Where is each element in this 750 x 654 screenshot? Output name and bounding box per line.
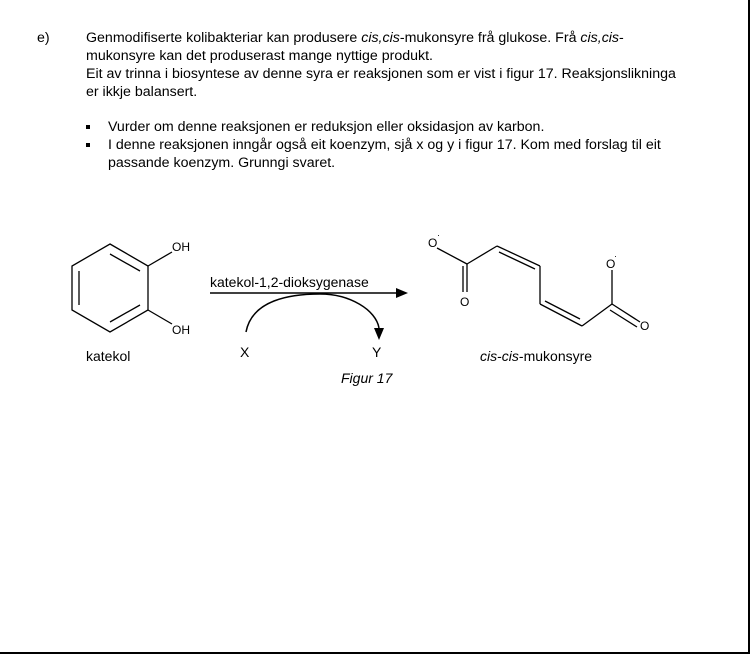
o-minus-left-charge: · bbox=[437, 230, 440, 240]
chain-bond bbox=[582, 304, 612, 326]
o-minus-right-charge: · bbox=[614, 251, 617, 261]
carbonyl-bond-right bbox=[612, 304, 640, 322]
oh-bond-bottom bbox=[148, 310, 172, 324]
intro-line-2: mukonsyre kan det produserast mange nyttige produkt. bbox=[86, 48, 433, 64]
o-carbonyl-right-label: O bbox=[640, 319, 650, 333]
intro-text-c: - bbox=[619, 30, 624, 46]
task-bullet-list bbox=[86, 118, 706, 172]
carboxylate-o-minus-bond bbox=[437, 248, 467, 264]
task-bullet-text: Vurder om denne reaksjonen er reduksjon eller oksidasjon av karbon. bbox=[108, 119, 545, 135]
task-bullet-item bbox=[86, 118, 706, 136]
intro-italic-cis-1: cis,cis bbox=[361, 30, 400, 46]
reaction-arrow-head bbox=[396, 288, 408, 298]
product-name-mid: - bbox=[497, 348, 502, 364]
o-minus-right-label: O bbox=[606, 257, 616, 271]
bullet-icon bbox=[86, 143, 90, 147]
oh-top-label: OH bbox=[172, 240, 190, 254]
task-bullet-text: I denne reaksjonen inngår også eit koenzym, sjå x og y i figur 17. Kom med forslag til eit passande koenzym. Grunngi svaret. bbox=[108, 137, 661, 171]
ring-double-bond bbox=[110, 305, 140, 322]
bullet-icon bbox=[86, 125, 90, 129]
reactant-name: katekol bbox=[86, 348, 131, 364]
o-minus-left-label: O bbox=[428, 236, 438, 250]
intro-text-b: -mukonsyre frå glukose. Frå bbox=[399, 30, 581, 46]
oh-bond-top bbox=[148, 252, 172, 266]
ring-double-bond bbox=[110, 254, 140, 271]
intro-paragraph bbox=[86, 29, 716, 65]
chain-double-bond bbox=[540, 304, 582, 326]
catechol-structure bbox=[72, 244, 172, 332]
product-name bbox=[480, 348, 592, 364]
carbonyl-bond-right-double bbox=[610, 310, 637, 327]
reaction-line-1: Eit av trinna i biosyntese av denne syra er reaksjonen som er vist i figur 17. Reaksjonslikninga bbox=[86, 66, 676, 82]
chain-bond bbox=[467, 246, 497, 264]
task-bullet-item bbox=[86, 136, 706, 172]
benzene-ring bbox=[72, 244, 148, 332]
o-carbonyl-left-label: O bbox=[460, 295, 470, 309]
reaction-paragraph bbox=[86, 65, 716, 101]
coenzyme-x-label: X bbox=[240, 344, 250, 360]
coenzyme-arrow-head bbox=[374, 328, 384, 340]
oh-bottom-label: OH bbox=[172, 323, 190, 337]
intro-italic-cis-2: cis,cis bbox=[580, 30, 620, 46]
product-name-end: -mukonsyre bbox=[518, 348, 593, 364]
coenzyme-y-label: Y bbox=[372, 344, 382, 360]
reaction-line-2: er ikkje balansert. bbox=[86, 84, 198, 100]
enzyme-label: katekol-1,2-dioksygenase bbox=[210, 274, 369, 290]
product-name-italic-1: cis bbox=[480, 348, 498, 364]
product-name-italic-2: cis bbox=[501, 348, 519, 364]
chain-double-bond bbox=[497, 246, 540, 266]
figure-17-reaction-scheme bbox=[0, 220, 750, 400]
figure-caption: Figur 17 bbox=[341, 370, 393, 386]
question-label: e) bbox=[37, 30, 50, 46]
coenzyme-curved-arrow bbox=[246, 294, 379, 332]
intro-text-a: Genmodifiserte kolibakteriar kan produsere bbox=[86, 30, 362, 46]
